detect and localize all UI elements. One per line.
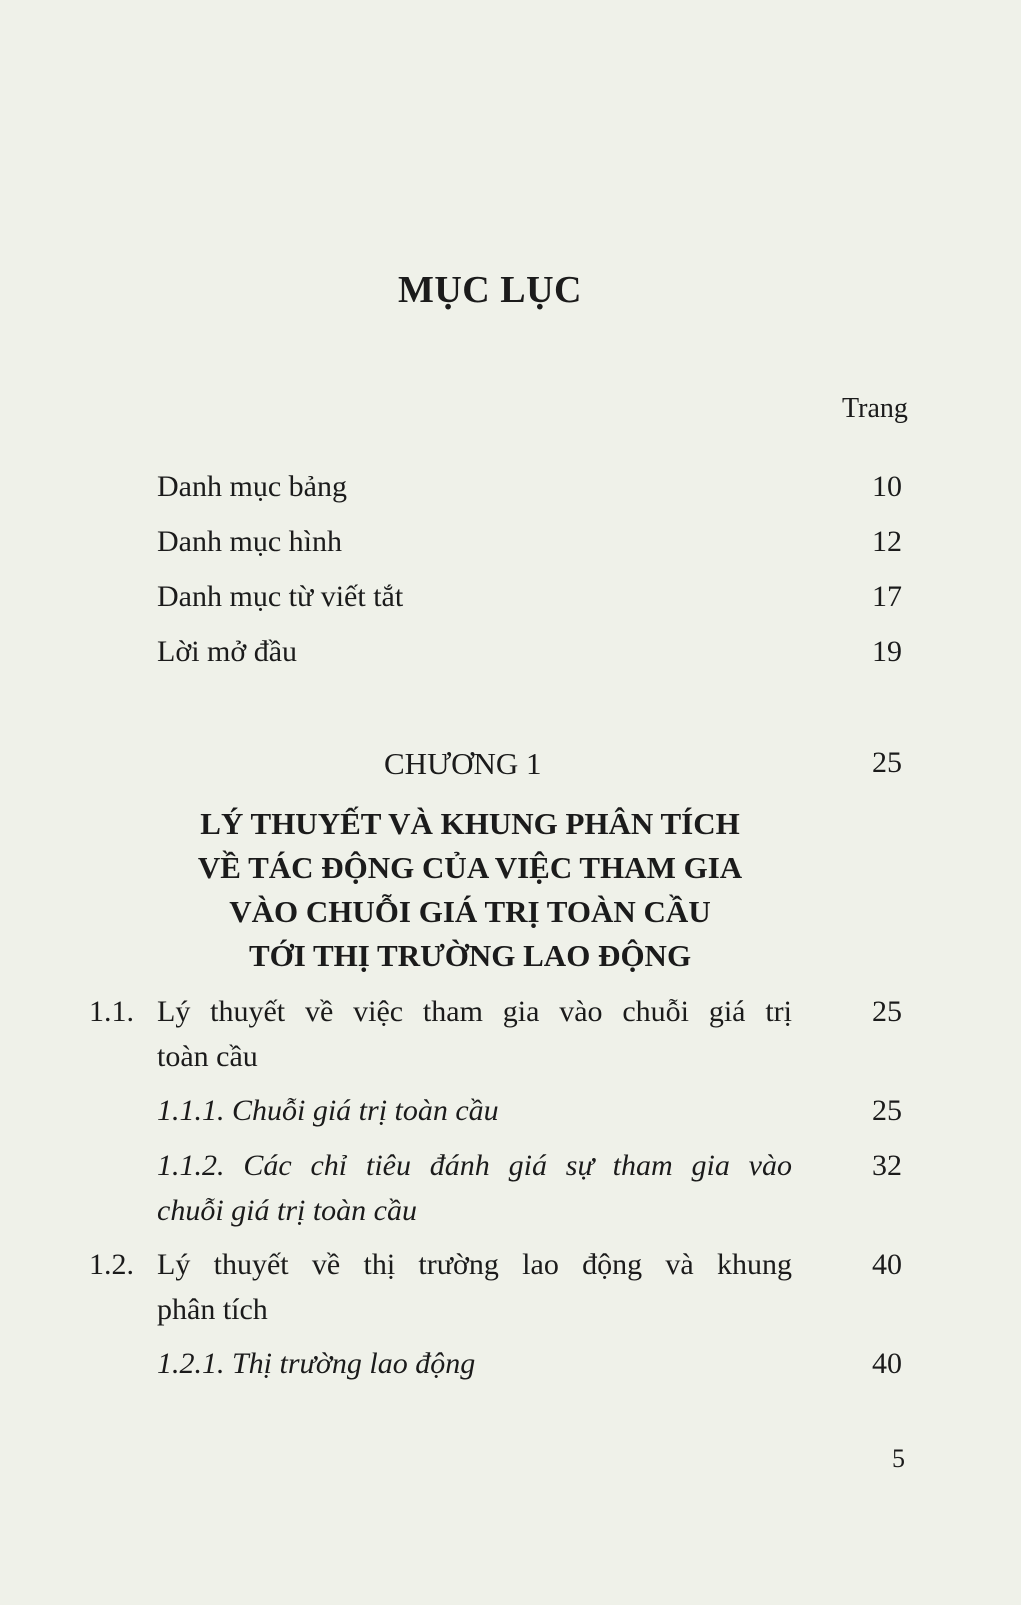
toc-entry-label: Danh mục bảng xyxy=(157,470,347,503)
section-title-line: Lý thuyết về thị trường lao động và khung xyxy=(157,1248,792,1281)
toc-entry-page: 19 xyxy=(872,635,902,668)
section-number: 1.1. xyxy=(89,995,134,1028)
toc-entry-page: 17 xyxy=(872,580,902,613)
subsection-page: 40 xyxy=(872,1347,902,1380)
toc-title: MỤC LỤC xyxy=(398,269,582,311)
toc-entry-label: Danh mục hình xyxy=(157,525,342,558)
subsection-title-line: 1.1.1. Chuỗi giá trị toàn cầu xyxy=(157,1094,499,1127)
chapter-label: CHƯƠNG 1 xyxy=(384,746,542,781)
section-number: 1.2. xyxy=(89,1248,134,1281)
toc-entry-page: 10 xyxy=(872,470,902,503)
toc-entry-label: Lời mở đầu xyxy=(157,635,298,668)
subsection-title-line: chuỗi giá trị toàn cầu xyxy=(157,1194,417,1227)
subsection-title-line: 1.1.2. Các chỉ tiêu đánh giá sự tham gia vào xyxy=(157,1149,792,1182)
section-title-line: Lý thuyết về việc tham gia vào chuỗi giá trị xyxy=(157,995,792,1028)
page-number: 5 xyxy=(892,1444,905,1473)
section-page: 40 xyxy=(872,1248,902,1281)
section-page: 25 xyxy=(872,995,902,1028)
section-title-line: phân tích xyxy=(157,1293,268,1326)
chapter-title-line: VÀO CHUỖI GIÁ TRỊ TOÀN CẦU xyxy=(229,894,711,929)
chapter-title-line: VỀ TÁC ĐỘNG CỦA VIỆC THAM GIA xyxy=(197,850,743,885)
section-title-line: toàn cầu xyxy=(157,1040,258,1073)
page-column-label: Trang xyxy=(842,393,908,424)
subsection-title-line: 1.2.1. Thị trường lao động xyxy=(157,1347,476,1380)
subsection-page: 32 xyxy=(872,1149,902,1182)
chapter-title-line: TỚI THỊ TRƯỜNG LAO ĐỘNG xyxy=(248,938,692,973)
subsection-page: 25 xyxy=(872,1094,902,1127)
chapter-page: 25 xyxy=(872,746,902,779)
chapter-title-line: LÝ THUYẾT VÀ KHUNG PHÂN TÍCH xyxy=(200,806,740,841)
toc-entry-page: 12 xyxy=(872,525,902,558)
toc-entry-label: Danh mục từ viết tắt xyxy=(157,580,404,613)
